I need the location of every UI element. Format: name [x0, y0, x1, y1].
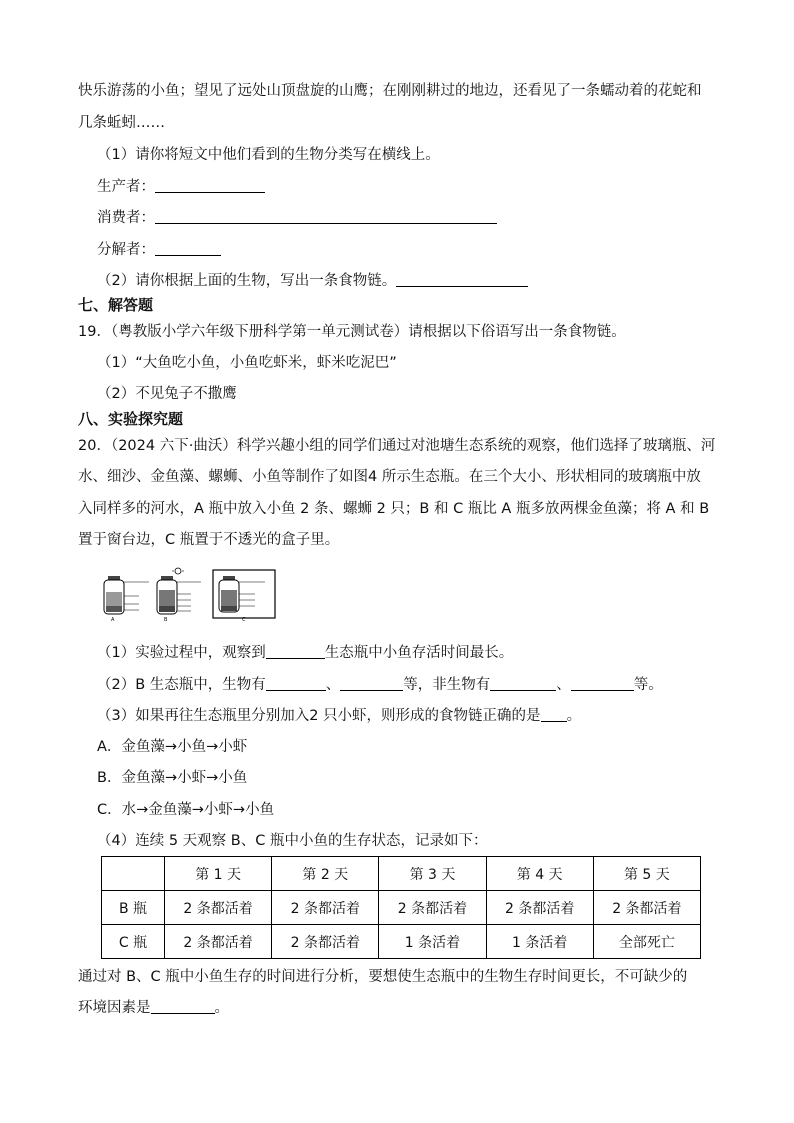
- ecological-bottles-figure: [99, 566, 277, 622]
- consumer-row: [97, 208, 497, 228]
- sub-question-2-text-a: （2）B 生态瓶中，生物有: [97, 677, 266, 693]
- conclusion-end: 。: [214, 1000, 229, 1016]
- sub-question-3: [97, 706, 581, 726]
- table-header-cell: 第 3 天: [379, 857, 486, 891]
- table-header-row: [102, 857, 701, 891]
- question-20-line-4: 置于窗台边，C 瓶置于不透光的盒子里。: [78, 532, 340, 548]
- decomposer-blank[interactable]: [155, 240, 221, 256]
- bottle-blank[interactable]: [266, 643, 325, 659]
- figure-label-a: A: [111, 617, 115, 622]
- consumer-blank[interactable]: [155, 208, 497, 224]
- sub-question-1-text-b: 生态瓶中小鱼存活时间最长。: [324, 645, 514, 661]
- table-cell: 2 条都活着: [486, 891, 593, 925]
- sub-question-1: [97, 643, 513, 663]
- table-cell: 1 条活着: [486, 925, 593, 959]
- table-header-cell: 第 4 天: [486, 857, 593, 891]
- conclusion-text: 环境因素是: [78, 1000, 151, 1016]
- table-cell: 1 条活着: [379, 925, 486, 959]
- table-cell: 全部死亡: [593, 925, 700, 959]
- table-header-cell: [102, 857, 165, 891]
- decomposer-row: [97, 240, 221, 260]
- sub-question-2-text-b: 等，非生物有: [403, 677, 491, 693]
- sub-question-2: [97, 675, 663, 695]
- table-row: [102, 925, 701, 959]
- table-cell: 2 条都活着: [272, 891, 379, 925]
- question-1-text: （1）请你将短文中他们看到的生物分类写在横线上。: [97, 147, 440, 163]
- choice-blank[interactable]: [541, 706, 567, 722]
- table-header-cell: 第 2 天: [272, 857, 379, 891]
- table-header-cell: 第 1 天: [165, 857, 272, 891]
- nonliving-blank-2[interactable]: [571, 675, 634, 691]
- question-19-text: 19．（粤教版小学六年级下册科学第一单元测试卷）请根据以下俗语写出一条食物链。: [78, 324, 626, 340]
- conclusion-line-1: 通过对 B、C 瓶中小鱼生存的时间进行分析，要想使生态瓶中的生物生存时间更长，不可缺少的: [78, 969, 688, 985]
- question-20-line-1: 20．（2024 六下·曲沃）科学兴趣小组的同学们通过对池塘生态系统的观察，他们选择了玻璃瓶、河: [78, 438, 716, 454]
- question-19-sub-2: （2）不见兔子不撒鹰: [97, 386, 237, 402]
- question-2-row: [97, 271, 528, 291]
- food-chain-blank[interactable]: [396, 271, 528, 287]
- table-cell: 2 条都活着: [593, 891, 700, 925]
- sub-question-3-text: （3）如果再往生态瓶里分别加入2 只小虾，则形成的食物链正确的是: [97, 708, 541, 724]
- figure-label-b: B: [164, 617, 168, 622]
- bottle-b-icon: [157, 576, 201, 614]
- option-c: C．水→金鱼藻→小虾→小鱼: [97, 802, 275, 818]
- sub-question-2-sep-2: 、: [556, 677, 571, 693]
- conclusion-line-2: [78, 998, 229, 1018]
- environment-factor-blank[interactable]: [151, 998, 215, 1014]
- table-cell: 2 条都活着: [165, 925, 272, 959]
- nonliving-blank-1[interactable]: [490, 675, 556, 691]
- question-20-line-3: 入同样多的河水，A 瓶中放入小鱼 2 条、螺蛳 2 只；B 和 C 瓶比 A 瓶多放两棵金鱼藻；将 A 和 B: [78, 501, 710, 517]
- question-20-line-2: 水、细沙、金鱼藻、螺蛳、小鱼等制作了如图4 所示生态瓶。在三个大小、形状相同的玻璃瓶中放: [78, 469, 701, 485]
- table-cell: B 瓶: [102, 891, 165, 925]
- sub-question-2-sep-1: 、: [325, 677, 341, 693]
- sun-icon: [172, 568, 184, 574]
- question-19-sub-1: （1）“大鱼吃小鱼，小鱼吃虾米，虾米吃泥巴”: [97, 355, 397, 371]
- intro-line-2: 几条蚯蚓……: [78, 115, 165, 131]
- producer-row: [97, 177, 265, 197]
- organism-blank-1[interactable]: [266, 675, 326, 691]
- table-row: [102, 891, 701, 925]
- consumer-label: 消费者：: [97, 210, 155, 226]
- question-2-text: （2）请你根据上面的生物，写出一条食物链。: [97, 273, 397, 289]
- table-cell: C 瓶: [102, 925, 165, 959]
- intro-line-1: 快乐游荡的小鱼；望见了远处山顶盘旋的山鹰；在刚刚耕过的地边，还看见了一条蠕动着的花蛇和: [78, 83, 702, 99]
- organism-blank-2[interactable]: [340, 675, 403, 691]
- option-a: A．金鱼藻→小鱼→小虾: [97, 739, 248, 755]
- decomposer-label: 分解者：: [97, 242, 155, 258]
- sub-question-2-text-c: 等。: [633, 677, 663, 693]
- observation-table: [101, 856, 701, 959]
- table-header-cell: 第 5 天: [593, 857, 700, 891]
- sub-question-3-end: 。: [566, 708, 582, 724]
- table-cell: 2 条都活着: [379, 891, 486, 925]
- figure-label-c: C: [242, 617, 246, 622]
- bottle-a-icon: [104, 576, 149, 614]
- section-7-title: 七、解答题: [78, 296, 154, 314]
- table-cell: 2 条都活着: [272, 925, 379, 959]
- section-8-title: 八、实验探究题: [78, 410, 184, 428]
- bottle-c-icon: [213, 570, 275, 618]
- option-b: B．金鱼藻→小虾→小鱼: [97, 770, 248, 786]
- table-cell: 2 条都活着: [165, 891, 272, 925]
- sub-question-1-text-a: （1）实验过程中，观察到: [97, 645, 266, 661]
- producer-label: 生产者：: [97, 179, 155, 195]
- producer-blank[interactable]: [155, 177, 265, 193]
- sub-question-4: （4）连续 5 天观察 B、C 瓶中小鱼的生存状态，记录如下：: [97, 833, 488, 849]
